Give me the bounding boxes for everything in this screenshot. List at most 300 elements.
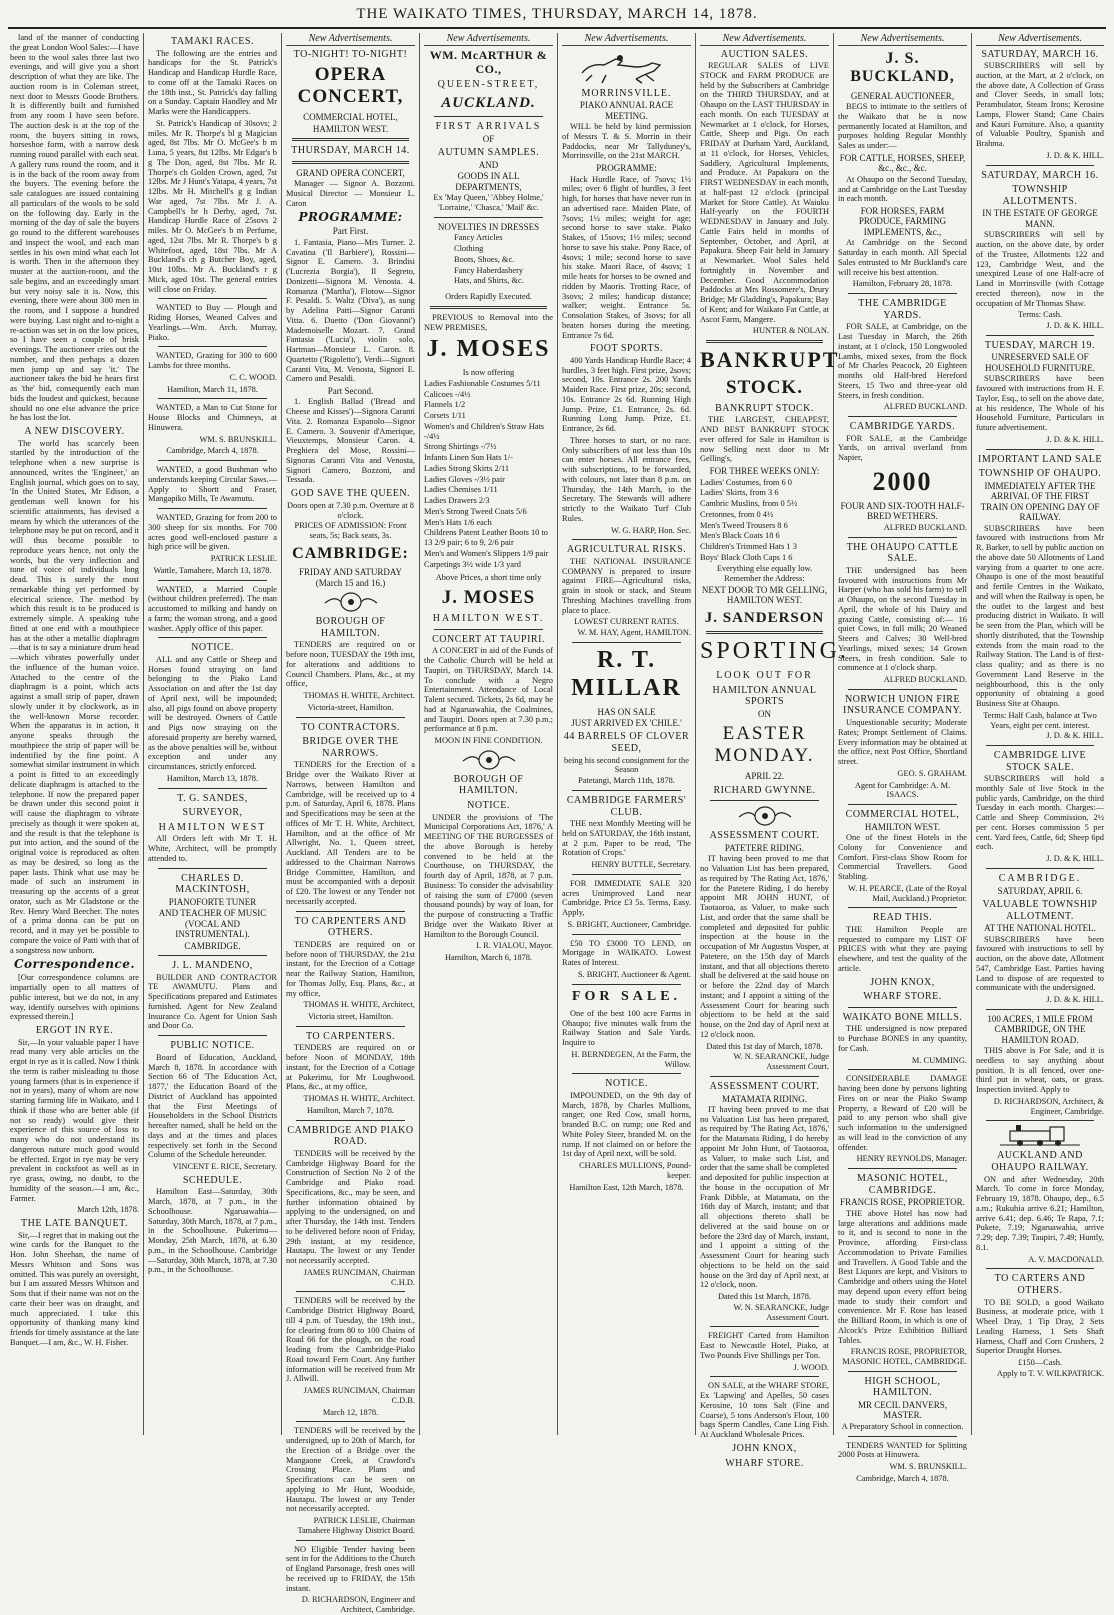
separator: [296, 1120, 405, 1121]
hill-auctioneers: J. D. & K. HILL.: [1046, 321, 1104, 331]
borough-address: Victoria-street, Hamilton.: [307, 702, 394, 712]
sale-date-heading: TUESDAY, MARCH 19.: [984, 339, 1096, 351]
hamilton-sports: HAMILTON ANNUAL SPORTS: [712, 684, 817, 708]
masonic-hotel-heading: MASONIC HOTEL, CAMBRIDGE.: [857, 1173, 948, 1196]
graham-name: GEO. S. GRAHAM.: [897, 768, 967, 778]
bankrupt-item: Men's Black Coats 18 6: [700, 531, 780, 541]
god-save-the-queen: GOD SAVE THE QUEEN.: [290, 488, 411, 500]
wanted-sheep-grazing-ad: WANTED, Grazing for from 200 to 300 sheep for six months. For 700 acres good well-enclosed pasture a high price will be given.: [148, 513, 277, 552]
acres-signature: D. RICHARDSON, Architect, & Engineer, Cambridge.: [993, 1096, 1104, 1116]
cambridge-yards2-heading: CAMBRIDGE YARDS.: [849, 421, 956, 432]
on-label: ON: [758, 708, 771, 719]
price-item: Ladies Drawers 2/3: [424, 496, 490, 506]
alfred-buckland: ALFRED BUCKLAND.: [883, 402, 967, 412]
sale-text: SUBSCRIBERS will sell by auction, at the Mart, at 2 o'clock, on the above date, A Collection of Grass and Clover Seeds, in small lots; Perambulator, Steam Irons; Kerosine Lamps, Flower Stand; Cane Chairs and Kauri Furniture. Also, a quantity of Valuable Poultry, Spanish and Brahma.: [976, 61, 1104, 149]
alfred-buckland: ALFRED BUCKLAND.: [883, 522, 967, 532]
farmers-club-text: THE next Monthly Meeting will be held on SATURDAY, the 16th instant, at 2 p.m. Paper to be read, 'The Rotation of Crops.': [562, 819, 691, 858]
price-item: Men's Strong Tweed Coats 5/6: [424, 506, 527, 516]
wharf-store: WHARF STORE.: [725, 1457, 804, 1469]
separator: [986, 335, 1094, 336]
public-notice-signature: VINCENT E. RICE, Secretary.: [172, 1162, 277, 1172]
separator: [158, 868, 267, 869]
highway-tender: TENDERS will be received by the Cambridge District Highway Board, till 4 p.m. of Tuesday, the 19th inst., for clearing from 80 to 100 Chains of Road 66 for the plough, on the road leading from the Cambridge-Piako Road toward Fern Court. Any further information will be received from Mr J. Allwill.: [286, 1296, 415, 1384]
locomotive-icon: [990, 1125, 1090, 1147]
hill-auctioneers: J. D. & K. HILL.: [1046, 434, 1104, 444]
separator: [848, 1168, 957, 1169]
separator: [848, 293, 957, 294]
correspondence-heading: Correspondence.: [13, 957, 136, 972]
separator: [986, 868, 1094, 869]
goods-item: Hats, and Shirts, &c.: [454, 276, 524, 286]
separator: [848, 1371, 957, 1372]
ships-list: Ex 'May Queen,' 'Abbey Holme,' 'Lorraine,' 'Chasca,' 'Mail' &c.: [433, 193, 544, 213]
separator: [848, 907, 957, 908]
hill-auctioneers: J. D. & K. HILL.: [1046, 854, 1104, 864]
bankrupt-item: Ladies' Skirts, from 3 6: [700, 488, 779, 498]
separator: [572, 642, 681, 643]
wethers-count: 2000: [872, 466, 933, 496]
correspondence-note: [Our correspondence columns are impartially open to all matters of public interest, but we do not, in any way, identify ourselves with opinions expressed therein.]: [10, 973, 139, 1022]
ad-date: Cambridge, March 4, 1878.: [166, 446, 259, 456]
cambridge-concert-date: FRIDAY AND SATURDAY (March 15 and 16.): [298, 567, 403, 588]
for-sale-signature: H. BERNDEGEN, At the Farm, the Willow.: [571, 1049, 691, 1069]
separator: [572, 984, 681, 985]
bankrupt-stock-text: THE LARGEST, CHEAPEST, AND BEST BANKRUPT STOCK ever offered for Sale in Hamilton is now Selling next door to Mr Gelling's,: [700, 415, 829, 464]
matamata-riding: MATAMATA RIDING.: [721, 1093, 808, 1104]
loan-ad: £50 TO £3000 TO LEND, on Mortgage in WAIKATO. Lowest Rates of Interest.: [562, 938, 691, 968]
patetere-riding: PATETERE RIDING.: [724, 843, 805, 854]
next-door: NEXT DOOR TO MR GELLING, HAMILTON WEST.: [701, 585, 828, 606]
carpenters2-signature: THOMAS H. WHITE, Architect.: [303, 1094, 415, 1104]
millar-arrived: JUST ARRIVED EX 'CHILE.': [571, 718, 682, 729]
moon-note: MOON IN FINE CONDITION.: [434, 736, 543, 746]
masonic-text: THE above Hotel has now had large alterations and additions made to it, and is second to none in the Province, affording First-class Accommodation to Private Families and Travellers. A Good Table and the Best Liquors are kept, and Visitors to Cambridge and others using the Hotel may depend upon every effort being made to study their comfort and convenience. Mr F. Rose has leased the Billiard Room, in which is one of Alcock's Prize Exhibition Billiard Tables.: [838, 1208, 967, 1345]
bankrupt-item: Cambric Muslins, from 0 5½: [700, 499, 798, 509]
sale-date-heading: SATURDAY, MARCH 16.: [981, 169, 1099, 181]
carpenters-heading: TO CARPENTERS AND OTHERS.: [294, 915, 407, 939]
race-events: Hack Hurdle Race, of 7sovs; 1½ miles; over 6 flight of hurdles, 3 feet high, for horses that have never run in an advertised race. Maiden Plate, of 7sovs; 1½ miles; weight for age; second horse to save stake. Piako Stakes, of 15sovs; 1½ miles; second horse to save his stake. Pony Race, of 4sovs; 1 mile; second horse to save his stake. Maori Race, of 4sovs; 1 mile heats for horses to be owned and ridden by Maoris. Trotting Race, of 3sovs; 2 miles; handicap distance; walker; weight. Entrance 5s. Consolation Stakes, of 3sovs; for all beaten horses during the meeting. Entrance 7s 6d.: [562, 174, 691, 340]
ad-signature: WM. S. BRUNSKILL.: [199, 434, 277, 444]
sandes-place: HAMILTON WEST: [158, 821, 267, 833]
separator: [572, 790, 681, 791]
acres-heading: 100 ACRES, 1 MILE FROM CAMBRIDGE, ON THE HAMILTON ROAD.: [987, 1013, 1093, 1045]
land-sale-heading: IMPORTANT LAND SALE: [977, 453, 1103, 465]
land-sale-text: SUBSCRIBERS have been favoured with instructions from Mr R. Barker, to sell by public auction on the above date 50 Allotments of Land varying from a quarter to one acre. Ohaupo is one of the most beautiful and fertile Centres in the Waikato, and will when the Railway is open, be the outlet to the largest and best producing district in Waikato. It will be seen from the Plan, which will be shortly distributed, that the Township extends from the main road to the Railway Station. The Land is of first-class quality; and as there is no Government Land Reserve in the neighbourhood, this is the only opportunity of obtaining a good Business Site at Ohaupo.: [976, 523, 1104, 708]
notice-heading: NOTICE.: [191, 642, 234, 654]
assessment2-heading: ASSESSMENT COURT.: [709, 1080, 820, 1092]
bridge-tender: TENDERS for the Erection of a Bridge over the Waikato River at Narrows, between Hamilton and Cambridge, will be received up to 4 p.m. of Saturday, April 6, 1878. Plans and Specifications may be seen at the offices of Mr T. H. White, Architect, Hamilton, and at the office of Mr Allwright, No. 1, Queen street, Auckland. All Tenders are to be addressed to the Chairman Narrows Bridge Committee, Hamilton, and must be accompanied with a deposit of £20. The lowest or any Tender not necessarily accepted.: [286, 760, 415, 906]
separator: [158, 298, 267, 299]
lowest-rates: LOWEST CURRENT RATES.: [574, 617, 679, 627]
column-2: [144, 33, 282, 1435]
carpenters-signature: THOMAS H. WHITE, Architect,: [303, 1000, 415, 1010]
admission-prices: PRICES OF ADMISSION: Front seats, 5s; Back seats, 3s.: [294, 521, 407, 541]
price-item: Men's Hats 1/6 each: [424, 517, 492, 527]
price-item: Corsets 1/11: [424, 411, 466, 421]
separator: [434, 116, 543, 117]
separator: [158, 398, 267, 399]
sandes-text: All Orders left with Mr T. H. White, Architect, will be promptly attended to.: [148, 834, 277, 863]
taupiri-text: A CONCERT in aid of the Funds of the Catholic Church will be held at Taupiri, on THURSDAY, March 14. To conclude with a Negro Entertainment. Attendance of Local Talent secured. Tickets, 2s 6d, may be had at Ngaruawahia, the Coalmines, and Taupiri. Doors open at 7.30 p.m.; performance at 8 p.m.: [424, 646, 553, 734]
ohaupo-sale-text: THE undersigned has been favoured with instructions from Mr Harper (who has sold his farm) to sell at Ohaupo, on the second Tuesday in April, the whole of his Dairy and grazing Cattle, consisting of:— 16 quiet Cows, in full milk; 20 Weaned Steers and Calves; 30 Well-bred Yearlings, mixed sexes; 14 Grown Steers, in fresh condition. Sale to commence at 1 o'clock sharp.: [838, 565, 967, 673]
sale-date-heading: SATURDAY, MARCH 16.: [981, 48, 1099, 60]
impound-heading: NOTICE.: [605, 1078, 648, 1090]
race-rules: Three horses to start, or no race. Only subscribers of not less than 10s can enter horses. All entrance fees, with subscriptions, to be forwarded, with colours, not later than 8 p.m. on Thursday, the 14th March, to the Secretary. The Stewards will adhere strictly to the Waikato Turf Club Rules.: [562, 435, 691, 523]
moses-offering: Is now offering: [462, 368, 515, 378]
ohaupo-township: TOWNSHIP OF OHAUPO.: [978, 468, 1102, 480]
separator: [158, 580, 267, 581]
railway-timetable: ON and after Wednesday, 20th March. To come in force Monday, February 19, 1878. Ohaupo, dep., 6.5 a.m.; Rukuhia arrive 6.21; Hamilton, arrive 6.41; dep. 6.46; Te Rapa, 7.1; Pukete, 7.19; Ngaruawahia, arrive 7.29; dep. 7.39; Taupiri, 7.49; Huntly, 8.1.: [976, 1174, 1104, 1252]
bankrupt-item: Ladies' Costumes, from 6 0: [700, 477, 792, 487]
freight-signature: J. WOOD.: [793, 1362, 829, 1372]
part-second-list: 1. English Ballad ('Bread and Cheese and Kisses')—Signora Caranti Vita. 2. Romanza Espanolo—Signor E. Camero. 3. Souvenir d'Amerique, Vieuxtemps, Monsieur Caron. 4. Preghiera del Mose, Rossini—Signoras Caranti Vita and Venosta, Signori Camero, Bozzoni, and Tessada.: [286, 397, 415, 485]
mandeno-name: J. L. MANDENO,: [172, 960, 253, 972]
bone-mills-heading: WAIKATO BONE MILLS.: [842, 1011, 963, 1023]
separator: [572, 1073, 681, 1074]
discovery-article: The world has scarcely been startled by the introduction of the telephone when a new surprise is announced, writes the 'Engineer,' an English journal, which goes on to say, 'In the United States, Mr Edison, a gentleman well known for his scientific attainments, has devised a means by which the utterances of the telephone may be put on record, and it will thus become possible to reproduce years hence, not only the words, but the very inflection and tone of voice of individuals long dead. This is surely the most remarkable thing yet performed by electrical science. The method by which this result is to be produced is extremely simple. A speaking tube fitted at one end with a mouthpiece has at the other a metallic diaphragm—that is to say a miniature drum head—which vibrates powerfully under the influence of the human voice. Attached to the centre of the diaphragm is a point, which acts against a small strip of paper, drawn slowly under it by clockwork, as in the well-known Morse recorder. When the apparatus is in action, it anyone speaks through the mouthpiece the strip of paper will be indentified by the fine point. A somewhat similar instrument in which a point is fitted to an exceedingly delicate diaphragm is attached to the telephone. If now the prepared paper be drawn under this second point it will cause the diaphragm to vibrate precisely as though it were spoken at, and the result is that the telephone is put into action, and the sound of the original voice is reproduced as often as may be desired, so long as the paper lasts. Think what use may be made of such an instrument in treasuring up the accents of a great orator, such as Mr Gladstone or the Rev. Henry Ward Beecher. The notes of a prima donna can be put on record, and it may yet be possible to compare the voice of Patti with that of a songstress now unborn.: [10, 438, 139, 955]
carpenters2-date: Hamilton, March 7, 1878.: [307, 1105, 394, 1115]
township-allotments: TOWNSHIP ALLOTMENTS.: [1002, 184, 1078, 207]
mann-estate: IN THE ESTATE OF GEORGE MANN.: [982, 208, 1098, 229]
farm-sales-text: At Cambridge on the Second Saturday in each month. All Special Sales entrusted to Mr Buckland's care will receive his best attention.: [838, 238, 967, 277]
schedule-text: Hamilton East—Saturday, 30th March, 1878, at 7 p.m., in the Schoolhouse. Ngaruawahia—Saturday, 30th March, 1878, at 7 p.m., in the Schoolhouse. Pukerimu—Monday, 25th March, 1878, at 6.30 p.m., in the Schoolhouse. Cambridge—Saturday, 30th March, 1878, at 7.30 p.m., in the Schoolhouse.: [148, 1187, 277, 1275]
novelties-dresses: NOVELTIES IN DRESSES: [437, 221, 540, 232]
sandes-role: SURVEYOR,: [182, 807, 243, 819]
clover-seed: 44 BARRELS OF CLOVER SEED,: [563, 731, 690, 755]
sports-date: APRIL 22.: [744, 771, 785, 782]
bankrupt-item: Boys' Black Cloth Caps 1 6: [700, 552, 793, 562]
mcarthur-firm: WM. McARTHUR & CO.,: [429, 47, 548, 76]
ad-date: Hamilton, March 11, 1878.: [167, 384, 258, 394]
bankrupt-stock-heading: BANKRUPT STOCK.: [715, 402, 814, 414]
millar-name: R. T. MILLAR: [571, 646, 682, 701]
wharf-sale: ON SALE, at the WHARF STORE, Ex 'Lapwing' and Apelles, 50 cases Kerosine, 10 tons Salt (Fine and Coarse), 5 tons Anderson's Flour, 100 bags Sperm Candles, Cane Ling Fish. At Auckland Wholesale Prices.: [700, 1381, 829, 1440]
carpenters-tender: TENDERS are required on or before noon of THURSDAY, the 21st instant, for the Erection of a Cottage near the Railway Station, Hamilton, for Thomas Jolly, Esq. Plans, &c., at my office,: [286, 939, 415, 998]
agricultural-agent: W. M. HAY, Agent, HAMILTON.: [577, 628, 691, 638]
goods-item: Clothing: [454, 244, 484, 254]
tamahere-signature: PATRICK LESLIE, Chairman Tamahere Highway District Board.: [297, 1516, 415, 1535]
borough-signature: THOMAS H. WHITE, Architect.: [303, 691, 415, 701]
price-item: Ladies Strong Skirts 2/11: [424, 463, 510, 473]
borough-tender: TENDERS are required on or before noon, TUESDAY the 19th inst, for alterations and additions to Council Chambers. Plans, &c., at my office,: [286, 640, 415, 689]
separator: [848, 1007, 957, 1008]
piako-road-tender: TENDERS will be received by the Cambridge Highway Board for the Construction of Section No 2 of the Cambridge and Piako road. Specifications, &c., may be seen, and further information obtained by applying to the undersigned, on and after Thursday, the 14th inst. Tenders to be delivered before noon of Friday, 29th instant, at my residence, Hautapu. The lowest or any Tender not necessarily accepted.: [286, 1148, 415, 1266]
agricultural-heading: AGRICULTURAL RISKS.: [566, 544, 687, 556]
goods-item: Fancy Haberdashery: [454, 265, 524, 275]
isaacs-agent: Agent for Cambridge: A. M. ISAACS.: [854, 780, 951, 800]
posts-date: Cambridge, March 4, 1878.: [856, 1473, 949, 1483]
separator: [848, 1436, 957, 1437]
april-sale-date: SATURDAY, APRIL 6.: [997, 885, 1083, 896]
ad-signature: C. C. WOOD.: [229, 372, 277, 382]
commercial-hotel-heading: COMMERCIAL HOTEL,: [845, 809, 960, 820]
concert-date: THURSDAY, MARCH 14.: [291, 145, 410, 157]
land-terms: Terms: Half Cash, balance at Two Years, eight per cent. interest.: [983, 710, 1097, 730]
impound-date: Hamilton East, 12th March, 1878.: [569, 1182, 684, 1192]
bone-mills-text: THE undersigned is now prepared to Purchase BONES in any quantity, for Cash.: [838, 1024, 967, 1053]
separator: [986, 1009, 1094, 1010]
new-ads-header: New Advertisements.: [838, 33, 967, 46]
race-meeting-heading: PIAKO ANNUAL RACE MEETING.: [579, 100, 674, 121]
racehorse-icon: [572, 49, 682, 85]
wanted-horses-ad: WANTED to Buy — Plough and Riding Horses, Weaned Calves and Yearlings.—Wm. Arch. Murray, Piako.: [148, 303, 277, 342]
separator: [710, 1326, 819, 1327]
masonic-signature: FRANCIS ROSE, PROPRIETOR, MASONIC HOTEL, CAMBRIDGE.: [842, 1347, 967, 1367]
ergot-letter: Sir,—In your valuable paper I have read many very able articles on the ergot in rye as it is called. Now I think the term is rather misleading to those young farmers (that is in experience if not in years), many of whom are now starting farming life in Waikato, and I think if those who are better able (if not so ready) would give their experience of this source of loss to many who do not understand its dangerous nature much good would be effected. Ergot in rye may be very prevalent in cocksfoot as well as in rye grass, owing, no doubt, to the humidity of the season.—I am, &c., Farmer.: [10, 1037, 139, 1203]
easter-monday: EASTER MONDAY.: [714, 723, 815, 767]
price-item: Women's and Children's Straw Hats -/4½: [424, 421, 545, 441]
read-this-text: THE Hamilton People are requested to compare my LIST OF PRICES with what they are paying elsewhere, and test the quality of the article.: [838, 924, 967, 973]
loan-signature: S. BRIGHT, Auctioneer & Agent.: [577, 969, 691, 979]
price-item: Ladies Chemises 1/11: [424, 485, 498, 495]
separator: [158, 508, 267, 509]
auction-sales-heading: AUCTION SALES.: [720, 48, 809, 60]
masonic-proprietor: FRANCIS ROSE, PROPRIETOR.: [840, 1197, 965, 1208]
and-label: AND: [478, 160, 499, 171]
mcarthur-street: QUEEN-STREET,: [437, 79, 540, 91]
price-item: Calicoes -/4½: [424, 389, 471, 399]
mackintosh-role: PIANOFORTE TUNER: [168, 896, 257, 907]
mackintosh-place: CAMBRIDGE.: [184, 940, 241, 951]
race-meeting-text: WILL be held by kind permission of Messrs T. & S. Morrin in their Paddocks, near Mr Tallyduney's, Morrinsville, on the 21st MARCH.: [562, 122, 691, 161]
price-item: Strong Shirtings -/7½: [424, 442, 497, 452]
highway-signature: JAMES RUNCIMAN, Chairman C.D.B.: [303, 1386, 415, 1405]
part-second-heading: Part Second.: [327, 386, 374, 396]
notice-date: Hamilton, March 13, 1878.: [166, 773, 259, 783]
hill-auctioneers: J. D. & K. HILL.: [1046, 995, 1104, 1005]
hill-auctioneers: J. D. & K. HILL.: [1046, 150, 1104, 160]
wanted-couple-ad: WANTED, a Married Couple (without children preferred). The man accustomed to milking and handy on a farm; the woman strong, and a good washer. Apply office of this paper.: [148, 584, 277, 633]
impound-signature: CHARLES MULLIONS, Pound-keeper.: [579, 1161, 691, 1180]
new-ads-header: New Advertisements.: [286, 33, 415, 46]
programme-heading: PROGRAMME:: [298, 210, 403, 225]
notice2-heading: NOTICE.: [467, 800, 510, 811]
knox-name: JOHN KNOX,: [870, 976, 935, 988]
programme-label: PROGRAMME:: [596, 163, 657, 174]
double-rule: [430, 306, 547, 309]
bankrupt-item: Cretonnes, from 0 4½: [700, 509, 774, 519]
wool-sales-article: land of the manner of conducting the great London Wool Sales:—I have been to the wool sales three last two evenings, and will give you a short description of what they are like. The auction room is in Coleman street, next door to Messrs Goode Brothers. It is differently built and furnished from any room I have seen before. The auction desk is at the top of the room, the buyers sitting in rows, horseshoe form, with a narrow desk running round parallel with each seat. A gallery runs round the room, and it is in the back of the room away from the buyers. The evening before the sale catalogues are issued containing all particulars of the wools to be sold on the following day. Early in the morning of the day of sale the buyers go round to the different warehouses and inspect the wool, and each man settles in his own mind what each lot is worth. Then in the afternoon they muster at the auction-room, and the sale begins, and an exceedingly smart but very noisy sale it is. Now, this evening, there were about 300 men in the room, and I suppose a hundred were buying. Last night and to-night a re-action was set in on the low prices, so I have seen a couple of brisk evenings. The auctioneer cries out the number, and then perhaps a dozen men jump up and say 'it.' The auctioneer takes the bid he hears first as 'the' bid, consequently each man bids the loudest and quickest, because should no one else advance the price he has lost the lot.: [10, 33, 139, 423]
millar-on-sale: HAS ON SALE: [597, 706, 656, 717]
auction-sales-text: REGULAR SALES of LIVE STOCK and FARM PRODUCE are held by the Subscribers at Cambridge on the THIRD THURSDAY, and at Ohaupo on the LAST THURSDAY in each month. On each TUESDAY at Newmarket at 1 o'clock, for Horses, Cattle, Sheep and Pigs. On each FRIDAY at Durham Yard, Auckland, at 11 o'clock, for Horses, Vehicles, Saddlery, Agricultural Implements, and Produce. At Papakura on the FIRST WEDNESDAY in each month, at half-past 12 o'clock (principal Market for Store Cattle). At Waiuku Half-yearly on the FOURTH WEDNESDAY in January and July. Cattle Fairs held in months of September, October, and April, at Papakura. Sheep Fair held in January at Newmarket. Wool Sales held fortnightly in November and December. Good Accommodation Paddocks at Mrs Rossomere's, Drury Bridge; Mr Gladding's, Papakura; Bay of Kent; and for Waikato Fat Cattle, at Ascot Farm, Mangere.: [700, 61, 829, 324]
notice2-signature: I. R. VIALOU, Mayor.: [476, 941, 553, 951]
price-item: Infants Linen Sun Hats 1/-: [424, 453, 513, 463]
column-5: [558, 33, 696, 1435]
new-ads-header: New Advertisements.: [700, 33, 829, 46]
wanted-stonecutter-ad: WANTED, a Man to Cut Stone for House Blocks and Chimneys, at Hinuwera.: [148, 403, 277, 432]
knox-name: JOHN KNOX,: [732, 1442, 797, 1454]
ergot-heading: ERGOT IN RYE.: [35, 1025, 114, 1036]
carters-signature: Apply to T. V. WILKPATRICK.: [996, 1368, 1104, 1378]
immediate-sale-signature: S. BRIGHT, Auctioneer, Cambridge.: [567, 919, 691, 929]
moses-name: J. MOSES: [426, 336, 551, 363]
ergot-date: March 12th, 1878.: [77, 1205, 139, 1215]
assessment-signature: W. N. SEARANCKE, Judge Assessment Court.: [733, 1052, 829, 1072]
separator: [158, 346, 267, 347]
coat-of-arms-icon: [735, 805, 795, 827]
moses-place: HAMILTON WEST.: [432, 613, 545, 625]
masthead-rule: [8, 27, 1106, 29]
buckland-date: Hamilton, February 28, 1878.: [852, 279, 953, 289]
norwich-heading: NORWICH UNION FIRE INSURANCE COMPANY.: [842, 693, 963, 717]
parsonage-signature: D. RICHARDSON, Engineer and Architect, Cambridge.: [301, 1595, 415, 1615]
double-rule: [706, 631, 823, 634]
discovery-heading: A NEW DISCOVERY.: [24, 426, 125, 437]
wanted-bushman-ad: WANTED, a good Bushman who understands keeping Circular Saws.—Apply to Shortt and Fraser, Mangapiko Mills, Te Awamutu.: [148, 465, 277, 504]
wanted-grazing-ad: WANTED, Grazing for 300 to 600 Lambs for three months.: [148, 351, 277, 371]
posts-tender: TENDERS WANTED for Splitting 2000 Posts at Hinuwera.: [838, 1440, 967, 1460]
ad-signature: PATRICK LESLIE.: [210, 554, 277, 564]
separator: [710, 1376, 819, 1377]
bone-mills-signature: M. CUMMING.: [911, 1055, 967, 1065]
acres-text: THIS above is For Sale, and it is needless to say anything about position. It is all fenced, over one-third put in wheat, oats, or grass. Inspection invited. Apply to: [976, 1046, 1104, 1095]
hotel-name: COMMERCIAL HOTEL,: [303, 112, 398, 123]
notice2-text: UNDER the provisions of 'The Municipal Corporations Act, 1876,' A MEETING OF THE BURGESSES of the above Borough is hereby convened to be held at the Courthouse, on THURSDAY, the fourth day of April, 1878, at 7 p.m. Business: To consider the advisability of raising the sum of £7000 (seven thousand pounds) by way of loan, for the purpose of constructing a Traffic Bridge over the Waikato River at Hamilton to the Borough Council.: [424, 812, 553, 939]
separator: [986, 449, 1094, 450]
preparatory-school: A Preparatory School in connection.: [841, 1421, 964, 1431]
damage-notice: CONSIDERABLE DAMAGE having been done by persons lighting Fires on or near the Piako Swamp Property, a Reward of £20 will be paid to any person who shall give such information to the undersigned as will lead to the conviction of any offender.: [838, 1074, 967, 1152]
bankrupt-item: Men's Tweed Trousers 8 6: [700, 520, 788, 530]
race-secretary: W. G. HARP, Hon. Sec.: [611, 525, 691, 535]
coat-of-arms-icon: [321, 591, 381, 613]
sandes-name: T. G. SANDES,: [177, 792, 248, 804]
separator: [710, 800, 819, 801]
of-label: OF: [482, 133, 495, 144]
separator: [848, 689, 957, 690]
hotel-place: HAMILTON WEST.: [312, 123, 389, 134]
separator: [434, 217, 543, 218]
stock-title: STOCK.: [726, 376, 803, 398]
assessment-date: Dated this 1st day of March, 1878.: [706, 1041, 823, 1051]
masthead: [0, 0, 1114, 30]
national-hotel: AT THE NATIONAL HOTEL.: [984, 923, 1096, 934]
carters-heading: TO CARTERS AND OTHERS.: [994, 1273, 1086, 1296]
alfred-buckland: ALFRED BUCKLAND.: [883, 675, 967, 685]
column-3: [282, 33, 420, 1615]
clover-date: Patetangi, March 11th, 1878.: [578, 776, 675, 786]
separator: [296, 717, 405, 718]
contractors-heading: TO CONTRACTORS.: [301, 721, 400, 733]
assessment-text: IT having been proved to me that no Valuation List has been prepared, as required by 'The Rating Act, 1876,' for the Patetere Riding, I do hereby appoint MR JOHN HUNT, of Taotaoroa, as Valuer, to make such List, and order that the same shall be completed and deposited for public inspection at the house in the occupation of Mr Augustus Vosper, at Patetere, on the 15th day of March instant, and that all objections thereto shall be delivered at the said house on or before the 22nd day of March instant; and I appoint a sitting of the Assessment Court for hearing such objections to be held at the said house, on the 2nd day of April next at 12 o'clock noon.: [700, 854, 829, 1039]
cattle-sales: FOR CATTLE, HORSES, SHEEP, &c., &c., &c.: [839, 152, 966, 174]
cambridge-yards2-text: FOR SALE, at the Cambridge Yards, on arrival overland from Napier,: [838, 433, 967, 463]
banquet-letter: Sir,—I regret that in making out the wine cards for the Banquet to the Hon. John Sheehan, the name of Messrs Whitson and Sons was omitted. This was purely an oversight, but I am assured Messrs Whitson and Sons that if their name was not on the carte their beer was on draught, and much appreciated. I take this opportunity of thanking many kind friends for timely assistance at the late Banquet.—I am, &c., W. H. Fisher.: [10, 1230, 139, 1347]
separator: [158, 1035, 267, 1036]
freight-ad: FREIGHT Carted from Hamilton East to Newcastle Hotel, Piako, at Two Pounds Five Shillings per Ton.: [700, 1331, 829, 1360]
remember-address: Remember the Address:: [724, 574, 805, 584]
piako-road-signature: JAMES RUNCIMAN, Chairman C.H.D.: [303, 1267, 415, 1287]
buckland-name: J. S. BUCKLAND,: [850, 49, 955, 86]
races-heading: TAMAKI RACES.: [171, 36, 254, 47]
farm-sales: FOR HORSES, FARM PRODUCE, FARMING IMPLEMENTS, &c.,: [858, 206, 947, 237]
company-name: GRAND OPERA CONCERT,: [296, 167, 405, 178]
goods-item: Fancy Articles: [454, 233, 503, 243]
mcarthur-city: AUCKLAND.: [441, 95, 536, 111]
separator: [434, 629, 543, 630]
price-item: Childrens Patent Leather Boots 10 to 13 2/9 pair; 6 to 9, 2/6 pair: [424, 528, 548, 548]
separator: [572, 874, 681, 875]
price-item: Flannels 1/2: [424, 400, 466, 410]
column-4: [420, 33, 558, 1435]
for-sale-text: One of the best 100 acre Farms in Ohaupo; five minutes walk from the Railway Station and Sale Yards. Inquire to: [562, 1008, 691, 1048]
taupiri-heading: CONCERT AT TAUPIRI.: [432, 633, 545, 645]
commercial-hotel-text: One of the finest Hotels in the Colony for Convenience and Comfort. First-class Show Room for Commercial Travellers. Good Stabling.: [838, 833, 967, 882]
assessment2-signature: W. N. SEARANCKE, Judge Assessment Court.: [733, 1302, 829, 1322]
separator: [572, 934, 681, 935]
look-out: LOOK OUT FOR: [716, 670, 813, 682]
public-notice-text: Board of Education, Auckland, March 8, 1878. In accordance with Section 66 of 'The Education Act, 1877,' the Education Board of the District of Auckland has appointed that the First Meetings of Householders in the School Districts hereafter named, shall be held on the days and at the times and places respectively set forth in the Second Column of the Schedule hereunder.: [148, 1052, 277, 1160]
assessment2-text: IT having been proved to me that no Valuation List has been prepared, as required by 'The Rating Act, 1876,' for the Matamata Riding, I do hereby appoint Mr John Hunt, of Taotaoroa, as Valuer, to make such List, and order that the same shall be completed and deposited for public inspection at the house in the occupation of Mr Frank Dibble, at Matamata, on the 16th day of March, instant; and that all objections thereto shall be delivered at the said house on or before the 23rd day of March, instant, and I appoint a sitting of the Assessment Court for hearing such objections to be held on the said house on the 3rd day of April next, at 12 o'clock, noon.: [700, 1104, 829, 1290]
immediate-sale: FOR IMMEDIATE SALE 320 acres Unimproved Land near Cambridge. Price £3 5s. Terms, Easy. Apply,: [562, 878, 691, 918]
for-sale-heading: FOR SALE.: [571, 988, 682, 1004]
separator: [158, 955, 267, 956]
railway-heading: AUCKLAND AND OHAUPO RAILWAY.: [991, 1150, 1089, 1173]
ohaupo-sale-heading: THE OHAUPO CATTLE SALE.: [846, 541, 959, 565]
buckland-text: BEGS to intimate to the settlers of the Waikato that he is now permanently located at Hamilton, and purposes holding Regular Monthly Sales as under:—: [838, 102, 967, 151]
live-stock-text: SUBSCRIBERS will hold a monthly Sale of live Stock in the public yards, Cambridge, on the third Tuesday in each month. Charges:—Cattle and Sheep Commission, 2½ per cent. Horses commission 5 per cent. Yard fees, Cattle, 6d; Sheep 6pd each.: [976, 774, 1104, 852]
wethers-text: FOUR AND SIX-TOOTH HALF-BRED WETHERS.: [840, 501, 965, 522]
price-item: Ladies Fashionable Costumes 5/11: [424, 378, 541, 388]
railway-signature: A. V. MACDONALD.: [1028, 1254, 1104, 1264]
sanderson-name: J. SANDERSON: [704, 609, 825, 626]
first-arrivals: FIRST ARRIVALS: [435, 121, 542, 133]
norwich-text: Unquestionable security; Moderate Rates; Prompt Settlement of Claims. Every information may be obtained at the office, next Post Office, Shortland street.: [838, 718, 967, 766]
terms-cash: Terms: Cash.: [1017, 310, 1063, 320]
coat-of-arms-icon: [459, 749, 519, 771]
column-6: [696, 33, 849, 1469]
separator: [296, 1540, 405, 1541]
separator: [710, 1076, 819, 1077]
pearce-proprietor: W. H. PEARCE, (Late of the Royal Mail, Auckland.) Proprietor.: [847, 883, 967, 903]
furniture-sale: UNRESERVED SALE OF HOUSEHOLD FURNITURE.: [985, 352, 1095, 373]
opera-concert-title: OPERA CONCERT,: [297, 64, 404, 108]
separator: [848, 804, 957, 805]
damage-signature: HENRY REYNOLDS, Manager.: [856, 1154, 967, 1164]
farmers-club-heading: CAMBRIDGE FARMERS' CLUB.: [566, 794, 687, 818]
races-entries: St. Patrick's Handicap of 30sovs; 2 miles. Mr R. Thorpe's bl g Magician aged, 8st 7lbs. Mr O. McGee's b m Luna, 5 years, 8st 12lbs. Mr Edgar's b g The Don, aged, 8st 7lbs. Mr R. Thorpe's ch Golden Crown, aged, 7st 12lbs. Mr J Hunt's Yatapa, 4 years, 7st 12lbs. Mr H. Mitchell's g g Indian War aged, 7st 7lbs. Mr J. A. Campbell's br h Derby, aged, 7st. Handicap Hurdle Race of 25sovs 2 miles. Mr O. McGee's b m Perfume, aged, 12st 7lbs. Mr R. Thorpe's b g Whitefoot, aged, 18st 7lbs. Mr A Buckland's ch g Butcher Boy, aged, 10st 10lbs. Mr A. Buckland's r g Mick, aged 10st. The general entries will close on Friday.: [148, 118, 277, 294]
school-master: MR CECIL DANVERS, MASTER.: [858, 1399, 947, 1421]
morrinsville-heading: MORRINSVILLE.: [581, 87, 672, 99]
separator: [986, 1120, 1094, 1121]
cambridge-yards-text: FOR SALE, at Cambridge, on the Last Tuesday in March, the 26th instant, at 1 o'clock, 150 Longwooled Lambs, mixed sexes, from the flock of Mr Charles Peacock, 20 Eighteen months old Half-bred Hereford Steers, 15 Two and three-year old Steers, in fresh condition.: [838, 322, 967, 400]
races-intro: The following are the entries and handicaps for the St. Patrick's Handicap and Handicap Hurdle Race, to come off at the Tamaki Races on the 18th inst., St. Patrick's day falling on a Sunday. Captain Handley and Mr Marks were the Handicappers.: [148, 48, 277, 117]
piako-road-heading: CAMBRIDGE AND PIAKO ROAD.: [287, 1124, 414, 1148]
new-ads-header: New Advertisements.: [424, 33, 553, 46]
double-rule: [292, 138, 409, 141]
tamahere-tender: TENDERS will be received by the undersigned, up to 20th of March, for the Erection of a Bridge over the Mangaone Creek, at Crawford's Crossing Place. Plans and Specifications can be seen on applying to Mr Hunt, Woodside, Hautapu. The lowest or any Tender not necessarily accepted.: [286, 1426, 415, 1514]
commercial-hotel-place: HAMILTON WEST.: [864, 821, 941, 832]
parsonage-tender: NO Eligible Tender having been sent in for the Additions to the Church of England Parsonage, fresh ones will be received up to FRIDAY, the 15th instant.: [286, 1544, 415, 1593]
mackintosh-text: AND TEACHER OF MUSIC (VOCAL AND INSTRUMENTAL).: [158, 908, 267, 940]
separator: [986, 745, 1094, 746]
notice2-date: Hamilton, March 6, 1878.: [445, 953, 532, 963]
bankrupt-title: BANKRUPT: [700, 347, 840, 373]
column-8: [972, 33, 1108, 1435]
separator: [158, 637, 267, 638]
price-item: Men's and Women's Slippers 1/9 pair: [424, 548, 549, 558]
carters-price: £150—Cash.: [1018, 1358, 1062, 1368]
cambridge-yards-heading: THE CAMBRIDGE YARDS.: [858, 298, 947, 321]
double-rule: [706, 340, 823, 343]
high-school-heading: HIGH SCHOOL, HAMILTON.: [864, 1375, 941, 1399]
separator: [848, 537, 957, 538]
doors-open: Doors open at 7.30 p.m. Overture at 8 o'clock.: [287, 500, 414, 520]
column-7: [834, 33, 972, 1483]
carters-text: TO BE SOLD, a good Waikato Business, at moderate price, with 1 Wheel Dray, 1 Tip Dray, 2 Sets Leading Harness, 1 Sets Shaft Harness, Chaff and Corn Crushers, 2 Superior Draught Horses.: [976, 1297, 1104, 1356]
public-notice-heading: PUBLIC NOTICE.: [170, 1040, 255, 1052]
separator: [296, 911, 405, 912]
sporting-title: SPORTING.: [700, 638, 849, 665]
